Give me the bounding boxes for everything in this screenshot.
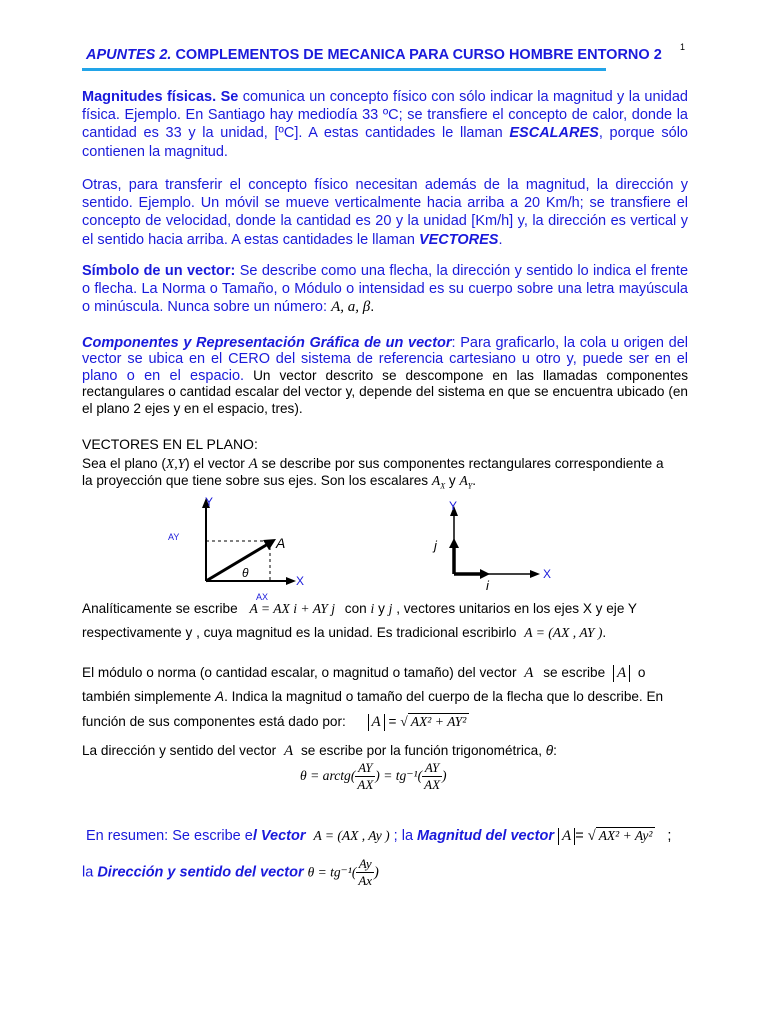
p4-lead: Componentes y Representación Gráfica de un vector [82,335,452,351]
title-underline [82,68,606,71]
l2-ax-sub: X [440,481,446,491]
resumen-eq1: A = (AX , Ay ) [313,828,390,843]
direccion-frac2 [422,760,442,793]
l2-end: . [472,473,476,488]
analytic-j: j [388,601,393,616]
p2-text2: . [498,231,503,248]
vector-symbols: A, a, β [331,299,371,316]
paragraph-vectores [82,176,688,249]
diag1-ax-label: AX [256,592,269,602]
l2-ay-sub: Y [467,481,473,491]
diag2-y-label: Y [449,499,458,513]
l2-ax: A [431,473,441,488]
resumen2-b: Dirección y sentido del vector [97,864,304,881]
diag1-y-label: Y [205,495,214,509]
l1-a: Sea el plano ( [82,456,166,471]
resumen2-num: Ay [356,856,374,873]
modulo-line3: función de sus componentes está dado por: A = √ AX² + AY² [82,713,469,731]
p2-emph: VECTORES [418,231,499,248]
p1-text2: , porque sólo contienen la magnitud. [82,125,688,160]
paragraph-componentes [82,335,688,417]
resumen-a: En resumen: Se escribe e [86,828,253,844]
p1-text1: comunica un concepto físico con sólo indicar la magnitud y la unidad física. Ejemplo. En Santiago hay mediodía 33 ºC; se transfiere el concepto de calor, donde la cantidad es 33 y la unidad, [ºC]. A estas cantidades le llaman [82,89,688,142]
modulo-l3-abs: A [368,714,385,731]
modulo-l2-A: A [214,689,225,704]
x-axis-arrow [286,577,296,585]
section-line1 [82,456,664,473]
resumen-b: l Vector [252,828,306,844]
modulo-l2-a: también simplemente [82,689,215,704]
p4-text-black: Un vector descrito se descompone en las llamadas componentes rectangulares o cantidad escalar del vector y, depende del sistema en que se encuentra ubicado (en el plano 2 ejes y en el espacio, tres). [82,367,689,416]
modulo-line1 [82,665,645,682]
direccion-l1-theta: θ [545,743,554,758]
analytic-con: con [344,601,367,616]
resumen2-eq: θ = tg⁻¹( [307,864,357,880]
vector-diagram [160,490,320,605]
direccion-line1 [82,743,557,760]
unit-vectors-diagram [420,498,560,598]
diag1-angle-label: θ [242,566,249,580]
analytic-i: i [370,601,375,616]
resumen2-den: Ax [358,873,373,888]
resumen-line2 [82,856,379,889]
direccion-equation [300,760,447,793]
resumen-c: ; la [393,828,414,844]
resumen2-frac [356,856,374,889]
resumen-eq2: = [575,828,584,844]
direccion-l1-a: La dirección y sentido del vector [82,743,277,758]
l2-ay: A [459,473,468,488]
analytic-line2-end: . [602,625,607,640]
j-unit-head [449,538,459,548]
modulo-l1-vec: A [524,665,534,681]
direccion-l1-b: se escribe por la función trigonométrica, [300,743,546,758]
diag2-j-label: j [434,538,437,553]
analytic-post: , vectores unitarios en los ejes X y eje Y [396,601,637,616]
vector-a-line [206,544,268,581]
modulo-line2 [82,689,663,704]
analytic-line2-a: respectivamente y , cuya magnitud es la unidad. Es tradicional escribirlo [82,625,517,640]
resumen-sqrt: AX² + Ay² [596,827,656,844]
l2-a: la proyección que tiene sobre sus ejes. Son los escalares [82,473,432,488]
p4-text-blue: : Para graficarlo, la cola u origen del vector se ubica en el CERO del sistema de referencia cartesiano u otro y, puede ser en el plano o en el espacio. [82,335,688,384]
l2-y: y [445,473,460,488]
modulo-l1-b: se escribe [543,665,606,680]
diag2-i-label: i [486,578,489,593]
direccion-eq-end: ) [442,768,447,784]
l1-b: ) el vector [185,456,249,471]
modulo-l2-b: . Indica la magnitud o tamaño del cuerpo de la flecha que lo describe. En [224,689,664,704]
direccion-eq-mid: ) = tg⁻¹( [375,768,423,784]
resumen-e: ; [667,828,672,844]
diag1-x-label: X [296,574,305,588]
analytic-line2-eq: A = (AX , AY ) [524,625,603,640]
direccion-l1-end: : [553,743,557,758]
modulo-l3-a: función de sus componentes está dado por: [82,714,346,729]
analytic-line1 [82,601,637,617]
analytic-eq: A = AX i + AY j [249,601,336,616]
diag2-x-label: X [543,567,552,581]
paragraph-escalares [82,88,688,161]
modulo-l1-c: o [637,665,646,680]
diag1-ay-label: AY [168,532,180,542]
analytic-line2 [82,625,606,641]
title-italic: APUNTES 2. [86,47,172,63]
document-title [86,47,696,63]
paragraph-simbolo [82,262,688,317]
section-line2 [82,473,476,491]
l1-xy: X,Y [165,456,186,471]
direccion-frac2-num: AY [422,760,442,777]
p1-lead: Magnitudes físicas. Se [82,89,239,105]
direccion-frac1-den: AX [357,777,374,792]
direccion-eq-left: θ = arctg( [300,768,356,784]
analytic-pre: Analíticamente se escribe [82,601,238,616]
direccion-l1-vec: A [283,743,294,759]
modulo-l1-a: El módulo o norma (o cantidad escalar, o magnitud o tamaño) del vector [82,665,517,680]
analytic-y: y [378,601,385,616]
diag1-vec-label: A [276,535,286,551]
resumen-line1: En resumen: Se escribe el Vector A = (AX , Ay ) ; la Magnitud del vector A = √ AX² + Ay² ; [86,828,672,844]
p3-lead: Símbolo de un vector: [82,263,236,279]
direccion-frac2-den: AX [424,777,441,792]
page-number: 1 [680,42,686,52]
section-heading: VECTORES EN EL PLANO: [82,436,258,452]
modulo-l3-eq: = [388,714,397,729]
modulo-l3-sqrt: AX² + AY² [408,713,470,730]
resumen-d: Magnitud del vector [417,828,555,844]
modulo-l1-abs: A [613,665,630,682]
title-rest: COMPLEMENTOS DE MECANICA PARA CURSO HOMBRE ENTORNO 2 [171,47,662,63]
resumen-abs: A [558,828,575,845]
p3-end: . [370,299,375,316]
resumen2-a: la [82,864,94,881]
p1-emph: ESCALARES [509,125,599,142]
l1-c: se describe por sus componentes rectangulares correspondiente a [257,456,664,471]
resumen2-end: ) [374,864,379,881]
direccion-frac1 [355,760,375,793]
l1-vec: A [248,456,258,472]
x-axis-2-arrow [530,570,540,578]
direccion-frac1-num: AY [355,760,375,777]
p2-text1: Otras, para transferir el concepto físico necesitan además de la magnitud, la dirección y sentido. Ejemplo. Un móvil se mueve verticalmente hacia arriba a 20 Km/h; se transfiere el concepto de velocidad, donde la cantidad es 20 y la unidad [Km/h] y, la dirección es vertical y el sentido hacia arriba. A estas cantidades le llaman [82,177,688,248]
p3-text1: Se describe como una flecha, la dirección y sentido lo indica el frente o flecha. La Norma o Tamaño, o Módulo o intensidad es su cuerpo sobre una letra mayúscula o minúscula. Nunca sobre un número: [82,263,689,316]
